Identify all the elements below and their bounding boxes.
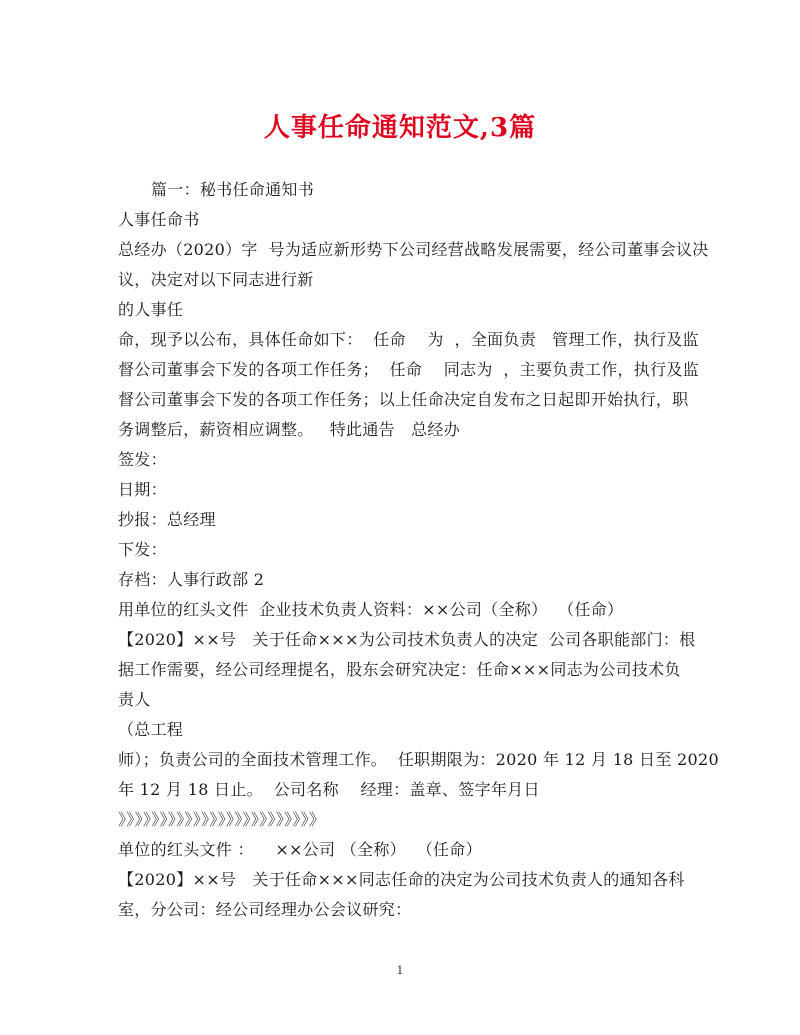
body-line: 存档：人事行政部 2 — [118, 570, 265, 589]
body-line: 总经办（2020）字 号为适应新形势下公司经营战略发展需要，经公司董事会议决 — [118, 240, 709, 259]
body-line: 年 12 月 18 日止。 公司名称 经理：盖章、签字年月日 — [118, 780, 540, 799]
body-line: 督公司董事会下发的各项工作任务； 任命 同志为 ，主要负责工作，执行及监 — [118, 360, 699, 379]
body-line: 务调整后，薪资相应调整。 特此通告 总经办 — [118, 420, 461, 439]
document-title: 人事任命通知范文,3篇 — [263, 113, 537, 143]
body-line: 师）；负责公司的全面技术管理工作。 任职期限为：2020 年 12 月 18 日至 2020 — [118, 750, 719, 769]
body-line: 签发： — [118, 450, 167, 469]
body-line: 抄报：总经理 — [118, 510, 216, 529]
body-line: 责人 — [118, 690, 151, 709]
body-line: 日期： — [118, 480, 167, 499]
body-line: 【2020】××号 关于任命×××同志任命的决定为公司技术负责人的通知各科 — [118, 870, 685, 889]
body-line: 》》》》》》》》》》》》》》》》》》》》》》》》 — [118, 810, 326, 829]
page-number: 1 — [396, 964, 404, 977]
body-line: 室，分公司：经公司经理办公会议研究： — [118, 900, 412, 919]
section-heading: 篇一：秘书任命通知书 — [151, 180, 315, 199]
body-line: 用单位的红头文件 企业技术负责人资料：××公司（全称） （任命） — [118, 600, 624, 619]
body-line: 下发： — [118, 540, 167, 559]
body-line: 人事任命书 — [118, 210, 200, 229]
body-line: 督公司董事会下发的各项工作任务；以上任命决定自发布之日起即开始执行，职 — [118, 390, 689, 409]
document-body — [118, 175, 719, 925]
body-line: 命，现予以公布，具体任命如下： 任命 为 ，全面负责 管理工作，执行及监 — [118, 330, 699, 349]
body-line: 单位的红头文件 ： ××公司 （全称） （任命） — [118, 840, 482, 859]
body-line: （总工程 — [118, 720, 184, 739]
body-line: 议，决定对以下同志进行新 — [118, 270, 314, 289]
body-line: 据工作需要，经公司经理提名，股东会研究决定：任命×××同志为公司技术负 — [118, 660, 681, 679]
body-line: 的人事任 — [118, 300, 184, 319]
body-line: 【2020】××号 关于任命×××为公司技术负责人的决定 公司各职能部门：根 — [118, 630, 696, 649]
